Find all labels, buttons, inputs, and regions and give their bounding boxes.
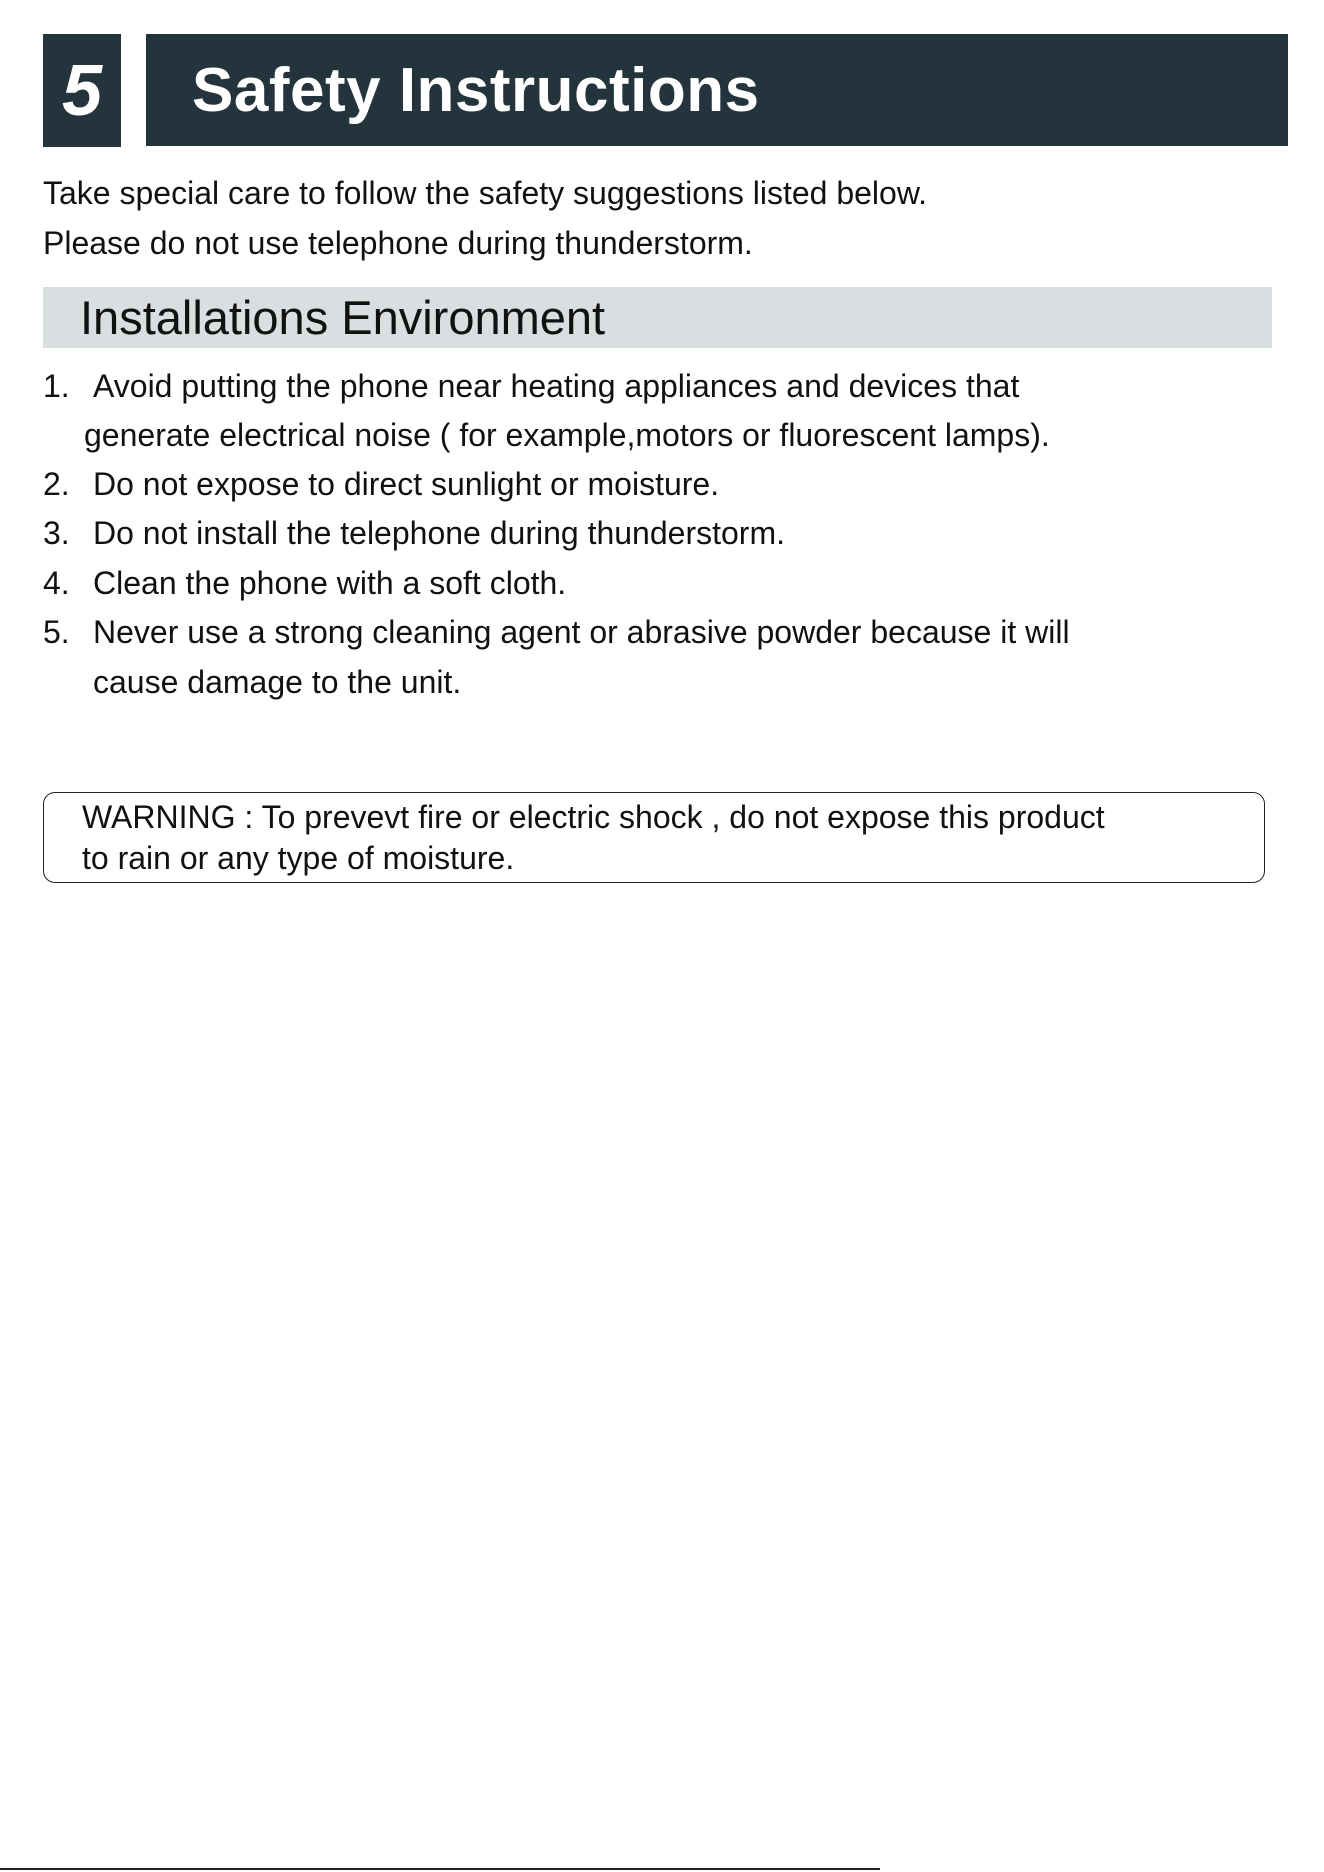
section-number: 5 [61,50,103,131]
list-item-text: Never use a strong cleaning agent or abrasive powder because it will [93,614,1070,650]
list-item-number: 4. [43,565,70,601]
list-item [43,612,1070,652]
section-subheading [43,287,1272,348]
list-item-number: 2. [43,466,70,502]
list-item [43,513,785,553]
page-title: Safety Instructions [192,55,760,125]
footer-rule [0,1868,880,1870]
section-number-badge [43,34,121,147]
list-item-number: 1. [43,368,70,404]
list-item-continuation: cause damage to the unit. [93,664,462,700]
list-item-number: 5. [43,614,70,650]
list-item [43,366,1019,406]
list-item-text: Avoid putting the phone near heating appliances and devices that [93,368,1020,404]
list-item-text: Do not install the telephone during thunderstorm. [93,515,785,551]
subheading-text: Installations Environment [80,291,606,344]
intro-line-2: Please do not use telephone during thunderstorm. [43,225,753,261]
list-item-continuation: generate electrical noise ( for example,motors or fluorescent lamps). [84,417,1050,453]
intro-line-1: Take special care to follow the safety suggestions listed below. [43,175,928,211]
warning-text-line-2: to rain or any type of moisture. [82,840,515,876]
title-bar [146,34,1288,146]
list-item [43,464,719,504]
list-item-text: Clean the phone with a soft cloth. [93,565,567,601]
list-item-number: 3. [43,515,70,551]
warning-text-line-1: WARNING : To prevevt fire or electric shock , do not expose this product [82,799,1105,835]
list-item [43,563,566,603]
list-item-text: Do not expose to direct sunlight or moisture. [93,466,720,502]
